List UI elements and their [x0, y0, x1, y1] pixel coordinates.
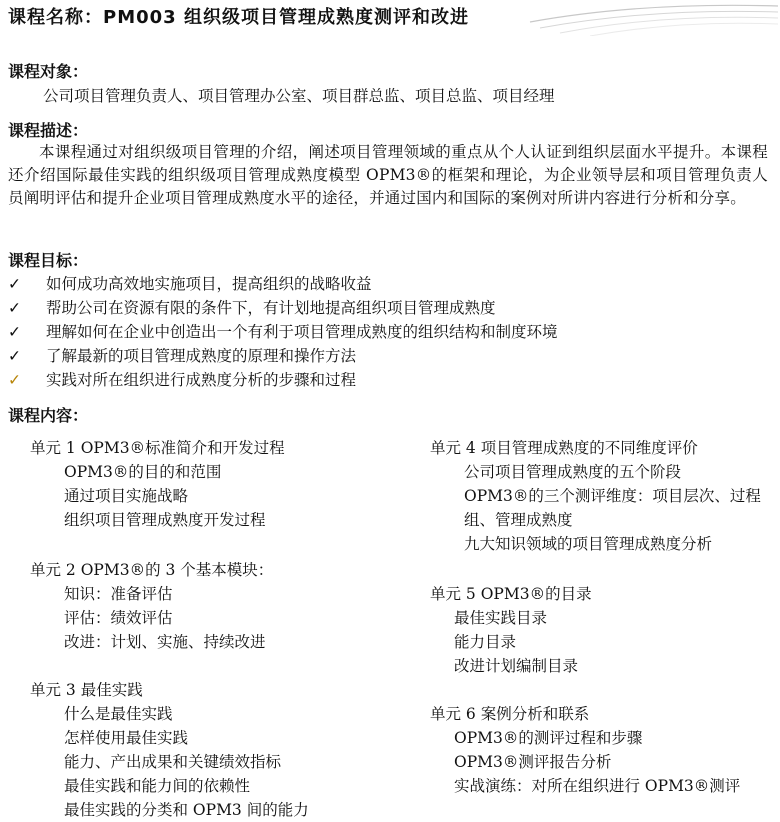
- unit-item: 知识：准备评估: [64, 585, 173, 603]
- check-icon: ✓: [8, 275, 21, 293]
- unit-6: [430, 702, 740, 798]
- audience-text: 公司项目管理负责人、项目管理办公室、项目群总监、项目总监、项目经理: [43, 87, 555, 105]
- unit-item: 最佳实践和能力间的依赖性: [64, 777, 251, 795]
- audience-heading: 课程对象：: [8, 62, 89, 81]
- goal-item: ✓ 帮助公司在资源有限的条件下，有计划地提高组织项目管理成熟度: [8, 299, 496, 317]
- unit-title: 单元 3 最佳实践: [30, 681, 143, 699]
- check-icon: ✓: [8, 323, 21, 341]
- goal-item: ✓ 实践对所在组织进行成熟度分析的步骤和过程: [8, 371, 357, 389]
- unit-item: 公司项目管理成熟度的五个阶段: [464, 463, 682, 481]
- unit-5: [430, 582, 592, 678]
- unit-item: 最佳实践目录: [454, 609, 548, 627]
- unit-1: [30, 436, 285, 532]
- goals-heading: 课程目标：: [8, 251, 89, 270]
- unit-item: OPM3®的目的和范围: [64, 463, 222, 481]
- unit-3: [30, 678, 309, 822]
- unit-item: 九大知识领域的项目管理成熟度分析: [464, 535, 713, 553]
- unit-item: 什么是最佳实践: [64, 705, 173, 723]
- unit-item: 实战演练：对所在组织进行 OPM3®测评: [454, 777, 741, 795]
- unit-title: 单元 1 OPM3®标准简介和开发过程: [30, 439, 285, 457]
- unit-title: 单元 5 OPM3®的目录: [430, 585, 592, 603]
- check-icon: ✓: [8, 299, 21, 317]
- unit-item: 能力、产出成果和关键绩效指标: [64, 753, 282, 771]
- unit-title: 单元 4 项目管理成熟度的不同维度评价: [430, 439, 698, 457]
- unit-item: 能力目录: [454, 633, 517, 651]
- unit-item: 改进：计划、实施、持续改进: [64, 633, 266, 651]
- unit-2: [30, 558, 273, 654]
- goal-item: ✓ 如何成功高效地实施项目，提高组织的战略收益: [8, 275, 372, 293]
- course-title: 课程名称：PM003 组织级项目管理成熟度测评和改进: [8, 7, 469, 28]
- goal-item: ✓ 了解最新的项目管理成熟度的原理和操作方法: [8, 347, 357, 365]
- unit-item: 评估：绩效评估: [64, 609, 173, 627]
- unit-item: OPM3®测评报告分析: [454, 753, 612, 771]
- description-heading: 课程描述：: [8, 121, 89, 140]
- goal-item: ✓ 理解如何在企业中创造出一个有利于项目管理成熟度的组织结构和制度环境: [8, 323, 558, 341]
- unit-item: 组织项目管理成熟度开发过程: [64, 511, 266, 529]
- unit-item: 最佳实践的分类和 OPM3 间的能力: [64, 801, 309, 819]
- check-icon: ✓: [8, 371, 21, 389]
- unit-4: [430, 436, 764, 556]
- unit-item: OPM3®的三个测评维度：项目层次、过程组、管理成熟度: [464, 487, 761, 529]
- unit-title: 单元 2 OPM3®的 3 个基本模块：: [30, 561, 274, 579]
- header-decoration: [520, 0, 780, 36]
- unit-item: 改进计划编制目录: [454, 657, 579, 675]
- unit-title: 单元 6 案例分析和联系: [430, 705, 590, 723]
- description-text: 本课程通过对组织级项目管理的介绍，阐述项目管理领域的重点从个人认证到组织层面水平提升。本课程还介绍国际最佳实践的组织级项目管理成熟度模型 OPM3®的框架和理论，为企业领导层和项目管理负责人员阐明评估和提升企业项目管理成熟度水平的途径，并通过国内和国际的案例对所讲内容进行分析和分享。: [8, 143, 768, 207]
- unit-item: 通过项目实施战略: [64, 487, 189, 505]
- unit-item: 怎样使用最佳实践: [64, 729, 189, 747]
- content-heading: 课程内容：: [8, 406, 89, 425]
- unit-item: OPM3®的测评过程和步骤: [454, 729, 643, 747]
- check-icon: ✓: [8, 347, 21, 365]
